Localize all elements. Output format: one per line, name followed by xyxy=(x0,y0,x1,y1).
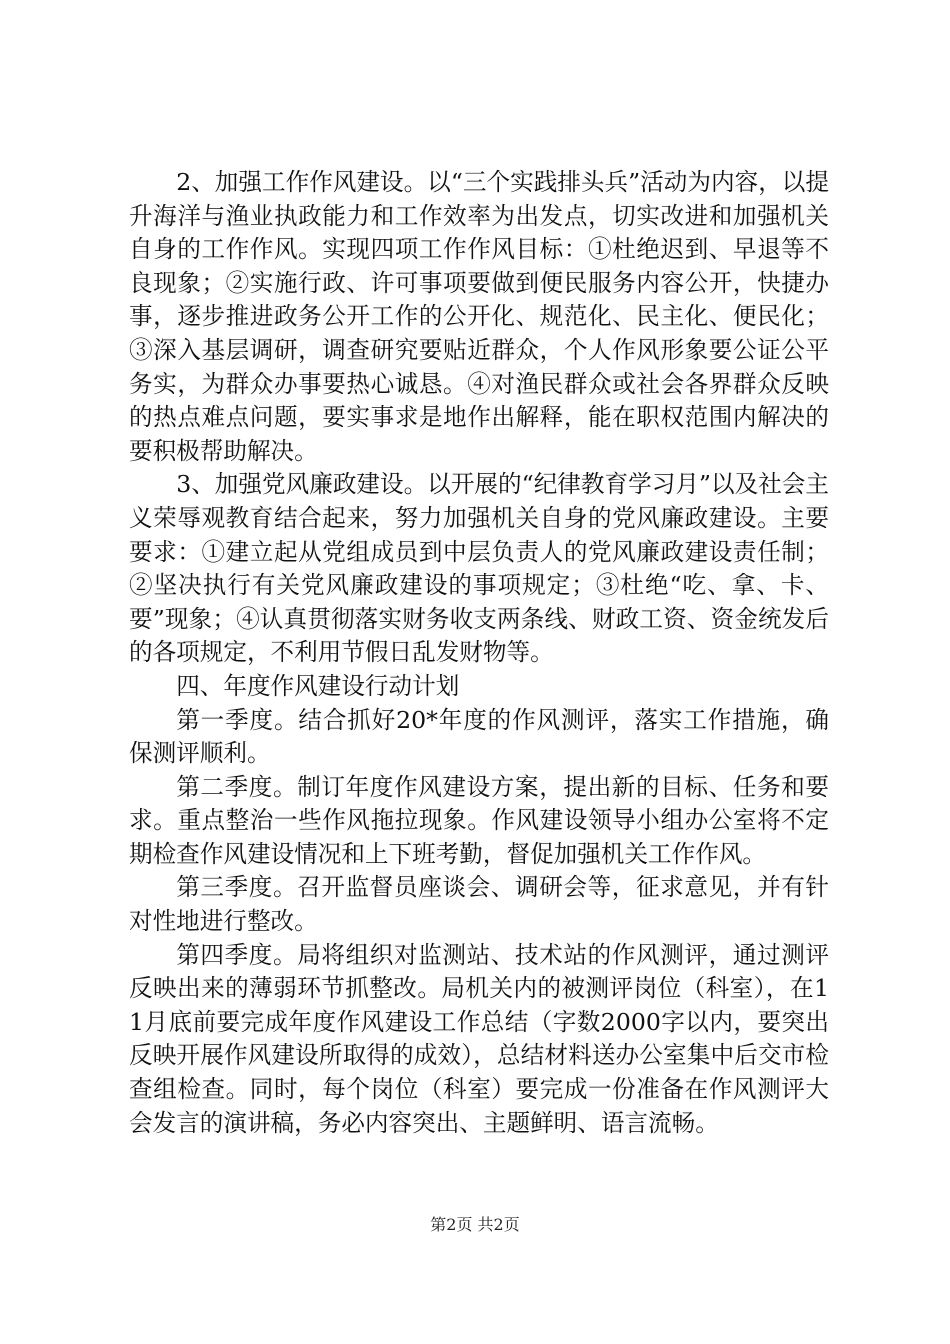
paragraph-q2: 第二季度。制订年度作风建设方案，提出新的目标、任务和要求。重点整治一些作风拖拉现象。作风建设领导小组办公室将不定期检查作风建设情况和上下班考勤，督促加强机关工作作风。 xyxy=(129,772,829,868)
paragraph-work-style: 2、加强工作作风建设。以“三个实践排头兵”活动为内容，以提升海洋与渔业执政能力和工作效率为出发点，切实改进和加强机关自身的工作作风。实现四项工作作风目标：①杜绝迟到、早退等不良现象；②实施行政、许可事项要做到便民服务内容公开，快捷办事，逐步推进政务公开工作的公开化、规范化、民主化、便民化；③深入基层调研，调查研究要贴近群众，个人作风形象要公证公平务实，为群众办事要热心诚恳。④对渔民群众或社会各界群众反映的热点难点问题，要实事求是地作出解释，能在职权范围内解决的要积极帮助解决。 xyxy=(129,168,829,465)
paragraph-q3: 第三季度。召开监督员座谈会、调研会等，征求意见，并有针对性地进行整改。 xyxy=(129,873,829,936)
paragraph-party-integrity: 3、加强党风廉政建设。以开展的“纪律教育学习月”以及社会主义荣辱观教育结合起来，努力加强机关自身的党风廉政建设。主要要求：①建立起从党组成员到中层负责人的党风廉政建设责任制；②坚决执行有关党风廉政建设的事项规定；③杜绝“吃、拿、卡、要”现象；④认真贯彻落实财务收支两条线、财政工资、资金统发后的各项规定，不利用节假日乱发财物等。 xyxy=(129,470,829,667)
section-heading-action-plan: 四、年度作风建设行动计划 xyxy=(176,671,460,700)
paragraph-q4: 第四季度。局将组织对监测站、技术站的作风测评，通过测评反映出来的薄弱环节抓整改。局机关内的被测评岗位（科室），在11月底前要完成年度作风建设工作总结（字数2000字以内，要突出反映开展作风建设所取得的成效），总结材料送办公室集中后交市检查组检查。同时，每个岗位（科室）要完成一份准备在作风测评大会发言的演讲稿，务必内容突出、主题鲜明、语言流畅。 xyxy=(129,940,829,1137)
paragraph-q1: 第一季度。结合抓好20*年度的作风测评，落实工作措施，确保测评顺利。 xyxy=(129,705,829,768)
document-body xyxy=(129,166,829,1140)
page-footer: 第2页 共2页 xyxy=(430,1215,520,1234)
